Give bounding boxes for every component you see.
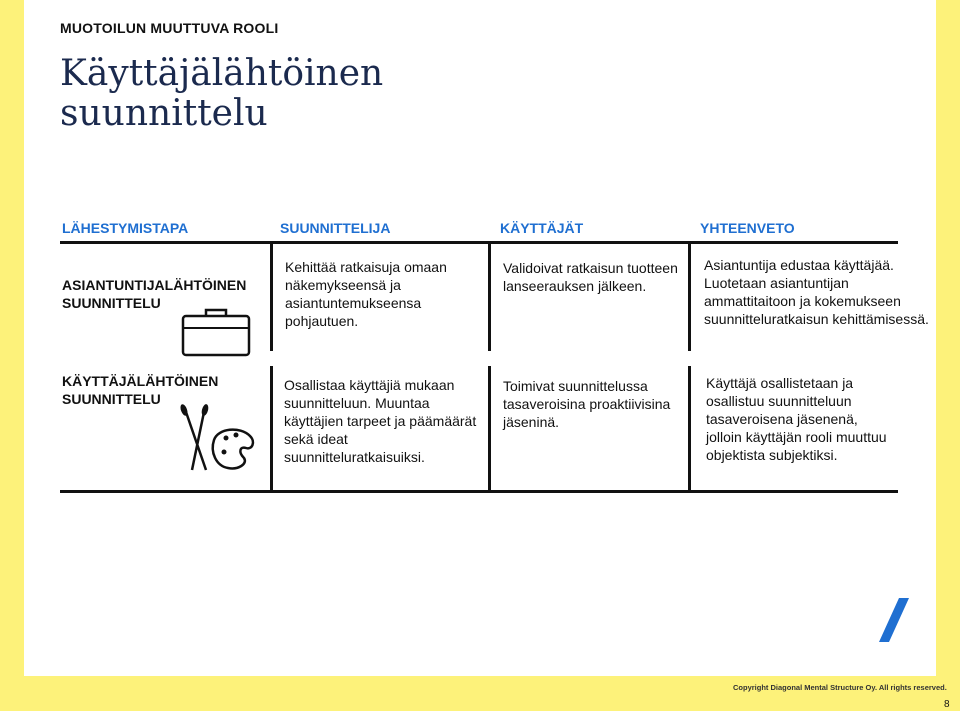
divider bbox=[488, 366, 491, 492]
slide bbox=[24, 0, 936, 676]
column-header-users: KÄYTTÄJÄT bbox=[500, 220, 584, 236]
kicker: MUOTOILUN MUUTTUVA ROOLI bbox=[60, 20, 279, 36]
table-top-rule bbox=[60, 241, 898, 244]
briefcase-icon bbox=[180, 306, 252, 358]
row2-summary-text: Käyttäjä osallistetaan ja osallistuu suunnitteluun tasaveroisena jäsenenä, jolloin käyttäjän rooli muuttuu objektista subjektiksi. bbox=[706, 375, 887, 463]
copyright-text: Copyright Diagonal Mental Structure Oy. All rights reserved. bbox=[733, 683, 947, 692]
row-label-user-centered: KÄYTTÄJÄLÄHTÖINEN SUUNNITTELU bbox=[62, 373, 219, 407]
page-title: Käyttäjälähtöinen suunnittelu bbox=[60, 53, 384, 134]
divider bbox=[488, 241, 491, 351]
slash-logo-icon bbox=[879, 598, 909, 642]
column-header-summary: YHTEENVETO bbox=[700, 220, 795, 236]
divider bbox=[688, 241, 691, 351]
divider bbox=[270, 366, 273, 492]
table-bottom-rule bbox=[60, 490, 898, 493]
divider bbox=[688, 366, 691, 492]
row1-designer-text: Kehittää ratkaisuja omaan näkemykseensä ja asiantuntemukseensa pohjautuen. bbox=[285, 259, 447, 329]
column-header-designer: SUUNNITTELIJA bbox=[280, 220, 391, 236]
column-header-approach: LÄHESTYMISTAPA bbox=[62, 220, 189, 236]
paint-palette-icon bbox=[174, 404, 256, 474]
row2-users-text: Toimivat suunnittelussa tasaveroisina proaktiivisina jäseninä. bbox=[503, 378, 671, 430]
divider bbox=[270, 241, 273, 351]
row-label-expert: ASIANTUNTIJALÄHTÖINEN SUUNNITTELU bbox=[62, 277, 247, 311]
row1-users-text: Validoivat ratkaisun tuotteen lanseerauksen jälkeen. bbox=[503, 260, 678, 294]
page-number: 8 bbox=[944, 699, 950, 710]
row2-designer-text: Osallistaa käyttäjiä mukaan suunnitteluun. Muuntaa käyttäjien tarpeet ja päämäärät sekä ideat suunnitteluratkaisuiksi. bbox=[284, 377, 477, 465]
row1-summary-text: Asiantuntija edustaa käyttäjää. Luotetaan asiantuntijan ammattitaitoon ja kokemukseen suunnitteluratkaisun kehittämisessä. bbox=[704, 257, 929, 327]
